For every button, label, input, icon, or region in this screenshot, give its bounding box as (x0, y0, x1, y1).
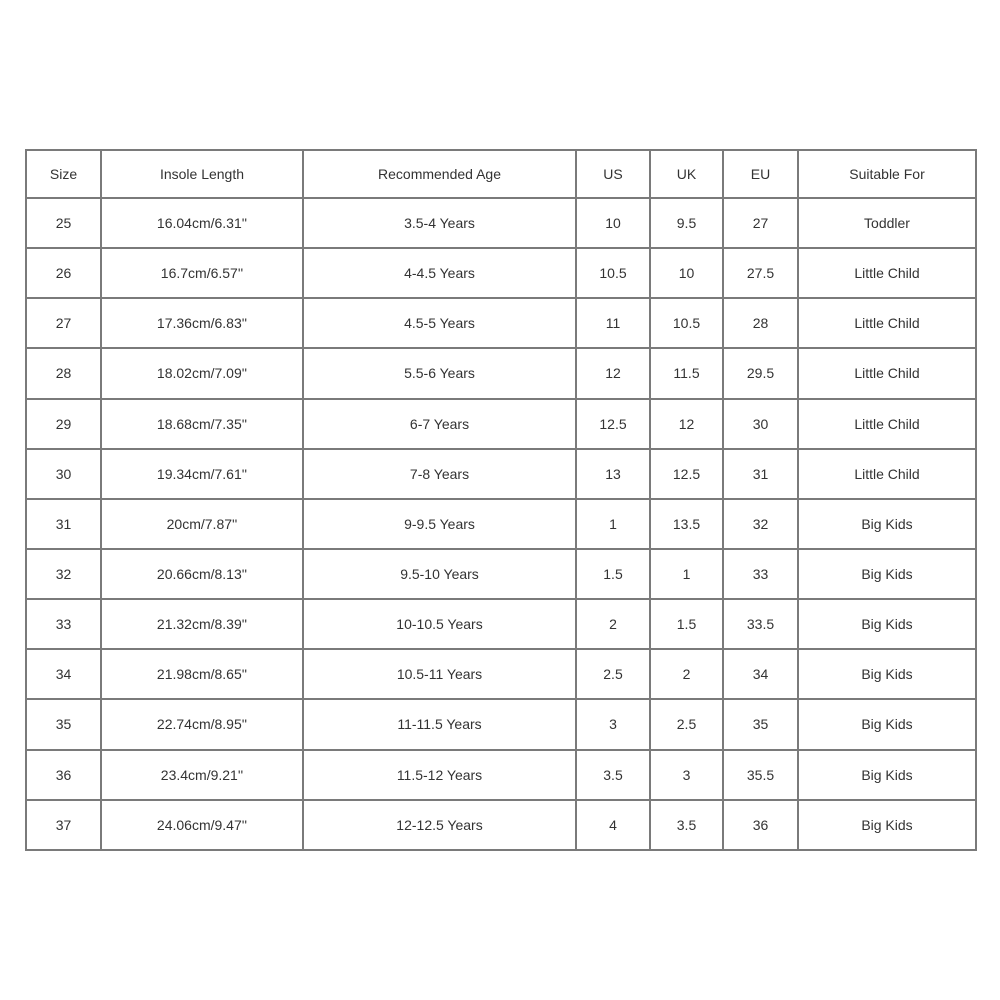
cell-eu: 28 (723, 298, 798, 348)
cell-size: 34 (26, 649, 101, 699)
cell-insole-length: 16.04cm/6.31'' (101, 198, 303, 248)
cell-size: 35 (26, 699, 101, 749)
table-body (26, 198, 976, 850)
cell-us: 1 (576, 499, 650, 549)
cell-suitable-for: Big Kids (798, 549, 976, 599)
cell-insole-length: 18.02cm/7.09'' (101, 348, 303, 398)
table-row (26, 599, 976, 649)
cell-uk: 10 (650, 248, 723, 298)
cell-suitable-for: Big Kids (798, 800, 976, 850)
cell-us: 12 (576, 348, 650, 398)
cell-size: 28 (26, 348, 101, 398)
cell-recommended-age: 7-8 Years (303, 449, 576, 499)
cell-size: 30 (26, 449, 101, 499)
table-row (26, 549, 976, 599)
cell-size: 25 (26, 198, 101, 248)
cell-recommended-age: 4-4.5 Years (303, 248, 576, 298)
cell-size: 27 (26, 298, 101, 348)
cell-us: 1.5 (576, 549, 650, 599)
cell-us: 10.5 (576, 248, 650, 298)
header-us: US (576, 150, 650, 198)
cell-uk: 11.5 (650, 348, 723, 398)
cell-size: 29 (26, 399, 101, 449)
cell-recommended-age: 11.5-12 Years (303, 750, 576, 800)
cell-eu: 36 (723, 800, 798, 850)
cell-size: 31 (26, 499, 101, 549)
cell-insole-length: 24.06cm/9.47'' (101, 800, 303, 850)
cell-suitable-for: Big Kids (798, 599, 976, 649)
header-size: Size (26, 150, 101, 198)
table-row (26, 800, 976, 850)
cell-us: 2 (576, 599, 650, 649)
table-row (26, 699, 976, 749)
cell-uk: 1.5 (650, 599, 723, 649)
cell-suitable-for: Little Child (798, 449, 976, 499)
cell-uk: 3 (650, 750, 723, 800)
cell-us: 3.5 (576, 750, 650, 800)
cell-size: 33 (26, 599, 101, 649)
table-row (26, 499, 976, 549)
cell-uk: 2.5 (650, 699, 723, 749)
table-row (26, 198, 976, 248)
cell-insole-length: 21.32cm/8.39'' (101, 599, 303, 649)
cell-uk: 12.5 (650, 449, 723, 499)
cell-insole-length: 17.36cm/6.83'' (101, 298, 303, 348)
header-eu: EU (723, 150, 798, 198)
cell-recommended-age: 3.5-4 Years (303, 198, 576, 248)
cell-eu: 31 (723, 449, 798, 499)
cell-uk: 13.5 (650, 499, 723, 549)
cell-insole-length: 23.4cm/9.21'' (101, 750, 303, 800)
cell-eu: 33.5 (723, 599, 798, 649)
cell-suitable-for: Little Child (798, 348, 976, 398)
cell-size: 26 (26, 248, 101, 298)
header-uk: UK (650, 150, 723, 198)
cell-uk: 9.5 (650, 198, 723, 248)
header-suitable-for: Suitable For (798, 150, 976, 198)
cell-size: 36 (26, 750, 101, 800)
cell-us: 12.5 (576, 399, 650, 449)
cell-us: 4 (576, 800, 650, 850)
cell-insole-length: 20cm/7.87'' (101, 499, 303, 549)
cell-us: 13 (576, 449, 650, 499)
cell-suitable-for: Big Kids (798, 750, 976, 800)
cell-recommended-age: 5.5-6 Years (303, 348, 576, 398)
cell-recommended-age: 9-9.5 Years (303, 499, 576, 549)
cell-eu: 34 (723, 649, 798, 699)
table-row (26, 750, 976, 800)
cell-suitable-for: Big Kids (798, 649, 976, 699)
cell-suitable-for: Little Child (798, 298, 976, 348)
cell-recommended-age: 12-12.5 Years (303, 800, 576, 850)
table-row (26, 399, 976, 449)
table-row (26, 298, 976, 348)
cell-us: 10 (576, 198, 650, 248)
cell-insole-length: 18.68cm/7.35'' (101, 399, 303, 449)
cell-eu: 29.5 (723, 348, 798, 398)
cell-insole-length: 19.34cm/7.61'' (101, 449, 303, 499)
cell-eu: 35.5 (723, 750, 798, 800)
cell-suitable-for: Little Child (798, 248, 976, 298)
cell-insole-length: 20.66cm/8.13'' (101, 549, 303, 599)
cell-eu: 27.5 (723, 248, 798, 298)
table-row (26, 248, 976, 298)
cell-eu: 30 (723, 399, 798, 449)
cell-recommended-age: 11-11.5 Years (303, 699, 576, 749)
size-chart-table (25, 149, 977, 851)
cell-recommended-age: 4.5-5 Years (303, 298, 576, 348)
table-row (26, 348, 976, 398)
cell-eu: 35 (723, 699, 798, 749)
cell-recommended-age: 10.5-11 Years (303, 649, 576, 699)
cell-size: 32 (26, 549, 101, 599)
cell-eu: 27 (723, 198, 798, 248)
cell-recommended-age: 6-7 Years (303, 399, 576, 449)
table-row (26, 449, 976, 499)
header-recommended-age: Recommended Age (303, 150, 576, 198)
cell-insole-length: 16.7cm/6.57'' (101, 248, 303, 298)
table-header-row (26, 150, 976, 198)
cell-uk: 3.5 (650, 800, 723, 850)
cell-suitable-for: Toddler (798, 198, 976, 248)
cell-size: 37 (26, 800, 101, 850)
cell-eu: 33 (723, 549, 798, 599)
header-insole-length: Insole Length (101, 150, 303, 198)
cell-suitable-for: Big Kids (798, 499, 976, 549)
cell-uk: 12 (650, 399, 723, 449)
cell-us: 11 (576, 298, 650, 348)
table-row (26, 649, 976, 699)
cell-us: 3 (576, 699, 650, 749)
cell-us: 2.5 (576, 649, 650, 699)
cell-insole-length: 22.74cm/8.95'' (101, 699, 303, 749)
cell-recommended-age: 10-10.5 Years (303, 599, 576, 649)
cell-uk: 10.5 (650, 298, 723, 348)
cell-suitable-for: Big Kids (798, 699, 976, 749)
cell-uk: 2 (650, 649, 723, 699)
cell-eu: 32 (723, 499, 798, 549)
cell-insole-length: 21.98cm/8.65'' (101, 649, 303, 699)
cell-suitable-for: Little Child (798, 399, 976, 449)
cell-uk: 1 (650, 549, 723, 599)
cell-recommended-age: 9.5-10 Years (303, 549, 576, 599)
